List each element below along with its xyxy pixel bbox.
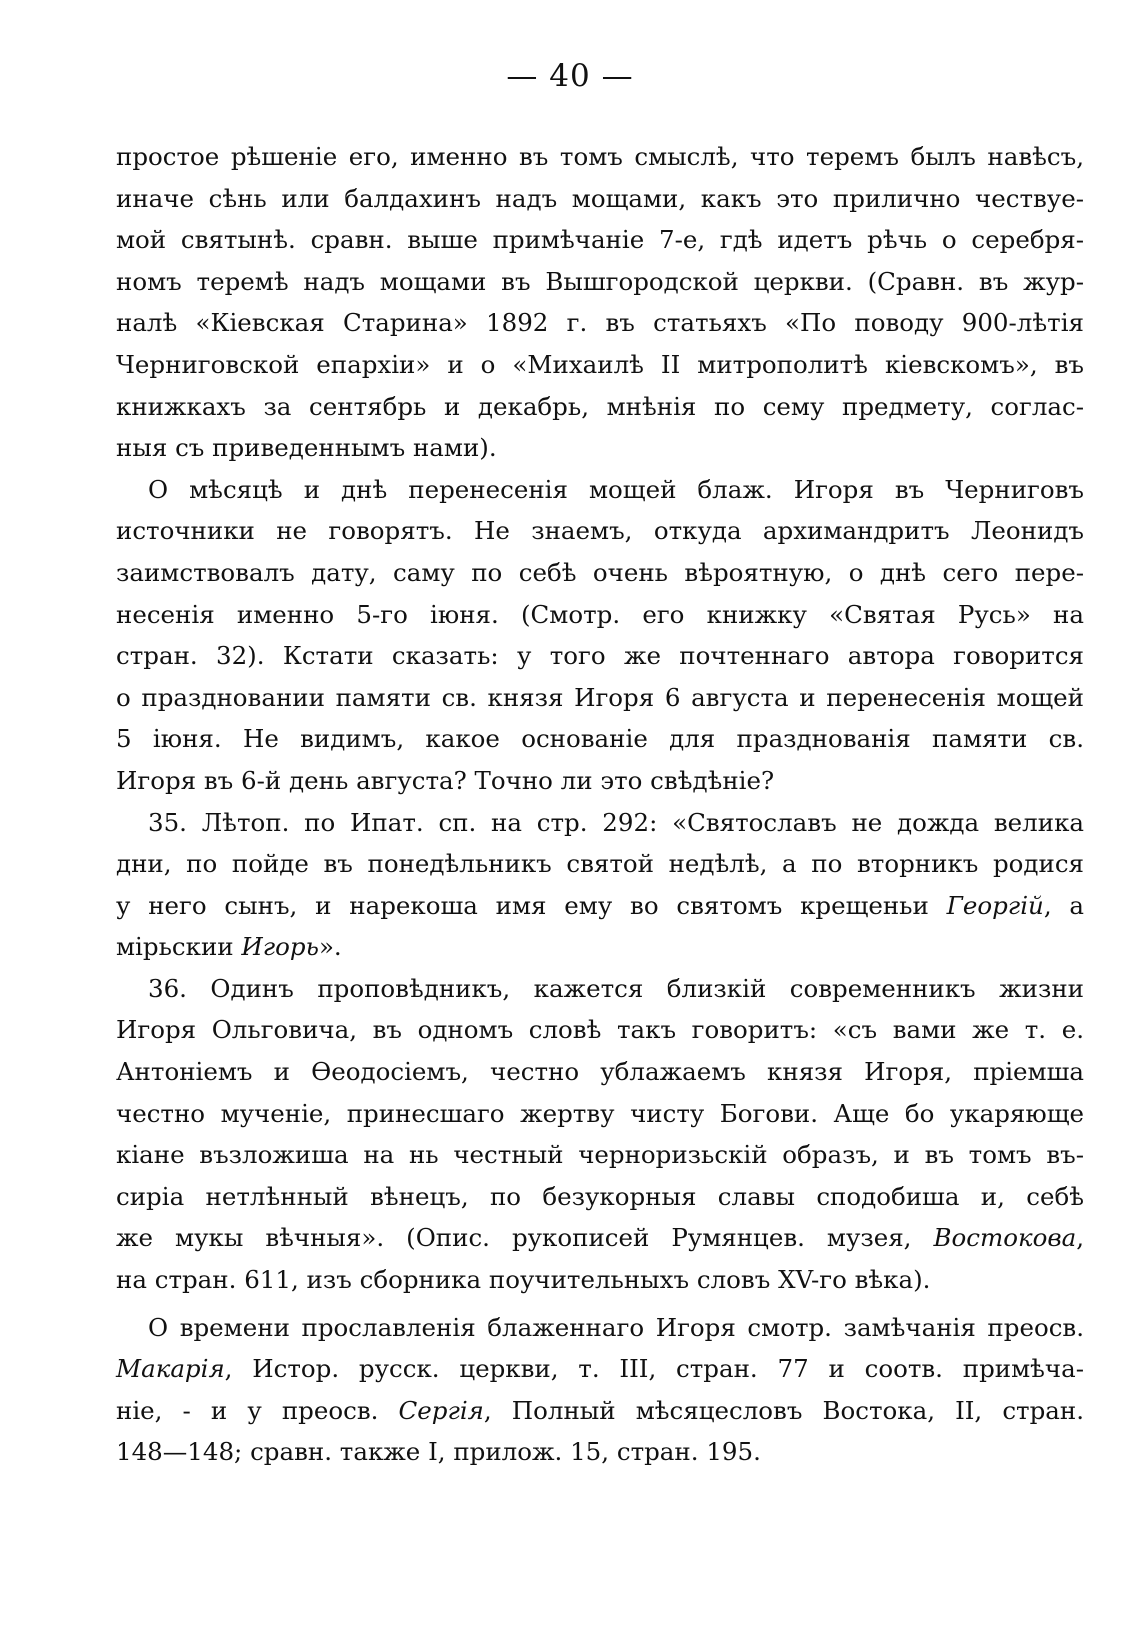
italic-name: Георгій (946, 890, 1044, 920)
text-line: 35. Лѣтоп. по Ипат. сп. на стр. 292: «Святославъ не дожда велика (148, 807, 1084, 837)
text-line: стран. 32). Кстати сказать: у того же почтеннаго автора говорится (116, 641, 1084, 671)
text-line: сиріа нетлѣнный вѣнецъ, по безукорныя славы сподобиша и, себѣ (116, 1181, 1084, 1211)
text-line: о праздновании памяти св. князя Игоря 6 августа и перенесенія мощей (116, 682, 1084, 712)
text-line: 5 іюня. Не видимъ, какое основаніе для празднованія памяти св. (116, 724, 1084, 754)
text-line: О времени прославленія блаженнаго Игоря смотр. замѣчанія преосв. (148, 1312, 1084, 1342)
paragraph-1 (116, 136, 1084, 469)
text-line (116, 1348, 1084, 1390)
text-line: 36. Одинъ проповѣдникъ, кажется близкій современникъ жизни (148, 973, 1084, 1003)
text-line: на стран. 611, изъ сборника поучительныхъ словъ XV-го вѣка). (116, 1265, 931, 1295)
note-36 (116, 968, 1084, 1301)
text-line: источники не говорятъ. Не знаемъ, откуда архимандритъ Леонидъ (116, 516, 1084, 546)
italic-name: Востокова (933, 1223, 1077, 1253)
text-line: дни, по пойде въ понедѣльникъ святой недѣлѣ, а по вторникъ родися (116, 849, 1084, 879)
text-line: честно мученіе, принесшаго жертву чисту Богови. Аще бо укаряюще (116, 1098, 1084, 1128)
text-line: ныя съ приведеннымъ нами). (116, 433, 497, 463)
text-line: Антоніемъ и Ѳеодосіемъ, честно ублажаемъ князя Игоря, пріемша (116, 1057, 1084, 1087)
italic-name: Игорь (241, 932, 319, 962)
text-line: мой святынѣ. сравн. выше примѣчаніе 7-е, гдѣ идетъ рѣчь о серебря- (116, 225, 1084, 255)
paragraph-final (116, 1307, 1084, 1473)
text-run: , а (1043, 890, 1085, 920)
text-run: , Полный мѣсяцесловъ Востока, II, стран. (483, 1395, 1085, 1425)
text-run: мірьскии (116, 932, 242, 962)
text-line: Черниговской епархіи» и о «Михаилѣ II митрополитѣ кіевскомъ», въ (116, 349, 1084, 379)
page-number: — 40 — (506, 58, 634, 94)
text-run: ». (318, 932, 342, 962)
text-line (116, 1390, 1084, 1432)
text-line: несенія именно 5-го іюня. (Смотр. его книжку «Святая Русь» на (116, 599, 1084, 629)
note-35 (116, 802, 1084, 968)
page-text (116, 136, 1084, 1473)
text-line: Игоря въ 6-й день августа? Точно ли это свѣдѣніе? (116, 765, 775, 795)
text-line: заимствовалъ дату, саму по себѣ очень вѣроятную, о днѣ сего пере- (116, 557, 1084, 587)
italic-name: Сергія (398, 1395, 484, 1425)
text-line: кіане възложиша на нь честный черноризьскій образъ, и въ томъ въ- (116, 1140, 1084, 1170)
text-run: , (1076, 1223, 1084, 1253)
italic-name: Макарія (116, 1354, 225, 1384)
text-line: налѣ «Кіевская Старина» 1892 г. въ статьяхъ «По поводу 900-лѣтія (116, 308, 1084, 338)
text-line: простое рѣшеніе его, именно въ томъ смыслѣ, что теремъ былъ навѣсъ, (116, 142, 1084, 171)
text-line: О мѣсяцѣ и днѣ перенесенія мощей блаж. Игоря въ Черниговъ (148, 474, 1084, 504)
text-run: у него сынъ, и нарекоша имя ему во святомъ крещеньи (116, 890, 947, 920)
text-line: номъ теремѣ надъ мощами въ Вышгородской церкви. (Сравн. въ жур- (116, 266, 1084, 296)
text-line (116, 885, 1084, 927)
text-run: , Истор. русск. церкви, т. III, стран. 77 и соотв. примѣча- (224, 1354, 1084, 1384)
text-run: же мукы вѣчныя». (Опис. рукописей Румянцев. музея, (116, 1223, 934, 1253)
text-line: Игоря Ольговича, въ одномъ словѣ такъ говоритъ: «съ вами же т. е. (116, 1015, 1084, 1045)
text-line: иначе сѣнь или балдахинъ надъ мощами, какъ это прилично чествуе- (116, 183, 1084, 213)
paragraph-2 (116, 469, 1084, 802)
text-line (116, 926, 1084, 968)
text-run: ніе, - и у преосв. (116, 1395, 399, 1425)
text-line: 148—148; сравн. также I, прилож. 15, стран. 195. (116, 1437, 761, 1467)
text-line (116, 1217, 1084, 1259)
text-line: книжкахъ за сентябрь и декабрь, мнѣнія по сему предмету, соглас- (116, 391, 1084, 421)
